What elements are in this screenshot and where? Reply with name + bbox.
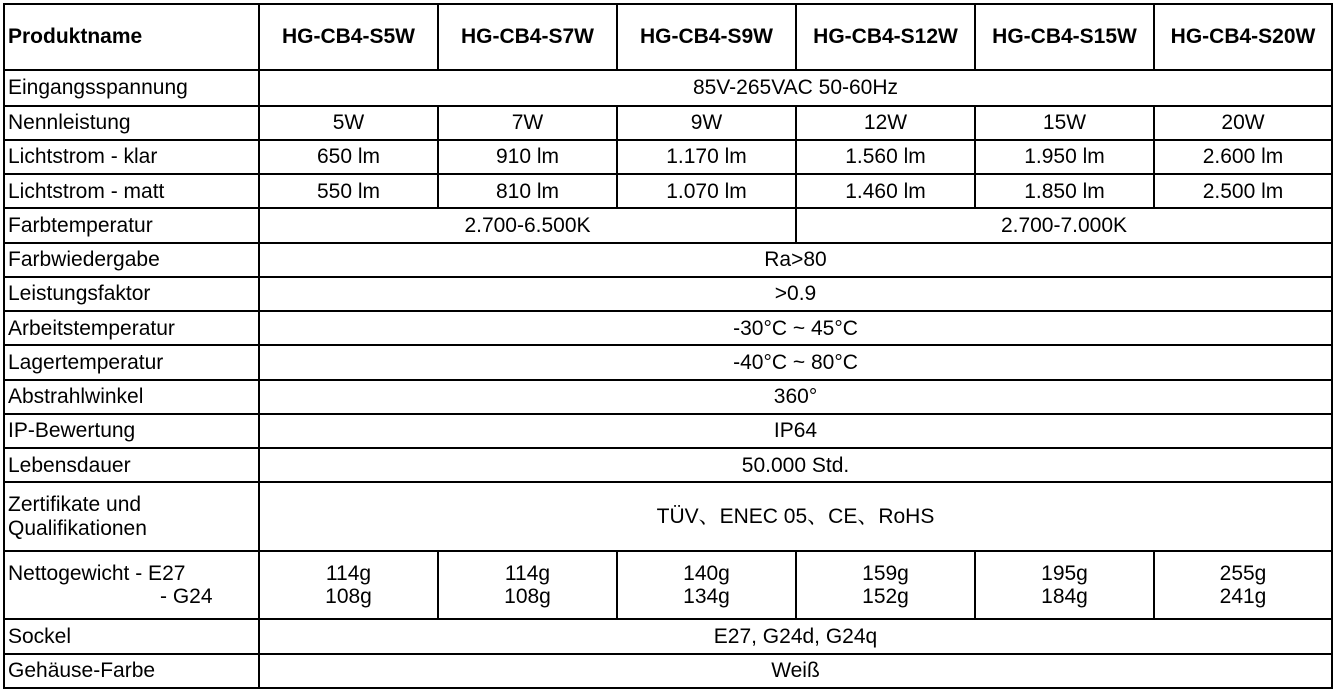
cell-value: 7W [438, 106, 617, 140]
row-label: Lebensdauer [4, 448, 259, 482]
row-lifetime [4, 448, 1332, 482]
row-ip-rating [4, 414, 1332, 448]
row-label: Eingangsspannung [4, 70, 259, 105]
row-label: Leistungsfaktor [4, 277, 259, 311]
weight-g24: 184g [1041, 585, 1088, 609]
weight-cell [438, 551, 617, 620]
row-value: E27, G24d, G24q [259, 619, 1332, 653]
row-label: Abstrahlwinkel [4, 380, 259, 414]
row-value: 2.700-7.000K [796, 208, 1332, 242]
row-color-temp [4, 208, 1332, 242]
weight-label-g24: - G24 [160, 585, 213, 609]
row-value: 50.000 Std. [259, 448, 1332, 482]
row-label: Gehäuse-Farbe [4, 654, 259, 688]
weight-e27: 255g [1219, 561, 1267, 585]
row-flux-clear [4, 140, 1332, 174]
row-power-factor [4, 277, 1332, 311]
cell-value: 1.950 lm [975, 140, 1154, 174]
row-value: 85V-265VAC 50-60Hz [259, 70, 1332, 105]
cell-value: 910 lm [438, 140, 617, 174]
cell-value: 1.170 lm [617, 140, 796, 174]
weight-cell [796, 551, 975, 620]
row-value: Ra>80 [259, 243, 1332, 277]
weight-cell [259, 551, 438, 620]
cell-value: 9W [617, 106, 796, 140]
row-label: Farbtemperatur [4, 208, 259, 242]
row-net-weight [4, 551, 1332, 620]
cell-value: 12W [796, 106, 975, 140]
weight-label-e27: Nettogewicht - E27 [8, 561, 186, 585]
row-value: 2.700-6.500K [259, 208, 796, 242]
row-beam-angle [4, 380, 1332, 414]
weight-e27: 140g [683, 561, 730, 585]
row-cri [4, 243, 1332, 277]
header-label: Produktname [4, 4, 259, 70]
row-housing-color [4, 654, 1332, 688]
model-header: HG-CB4-S20W [1154, 4, 1332, 70]
row-label: Lichtstrom - matt [4, 174, 259, 208]
row-storage-temp [4, 345, 1332, 379]
row-value: IP64 [259, 414, 1332, 448]
model-header: HG-CB4-S12W [796, 4, 975, 70]
cell-value: 1.070 lm [617, 174, 796, 208]
row-value: TÜV、ENEC 05、CE、RoHS [259, 482, 1332, 551]
row-label: Nennleistung [4, 106, 259, 140]
weight-e27: 195g [1041, 561, 1088, 585]
cell-value: 20W [1154, 106, 1332, 140]
row-label: IP-Bewertung [4, 414, 259, 448]
weight-cell [617, 551, 796, 620]
weight-g24: 108g [504, 585, 551, 609]
row-input-voltage [4, 70, 1332, 105]
row-power [4, 106, 1332, 140]
row-label [4, 551, 259, 620]
cell-value: 2.500 lm [1154, 174, 1332, 208]
row-label: Sockel [4, 619, 259, 653]
row-label: Zertifikate und Qualifikationen [4, 482, 259, 551]
model-header: HG-CB4-S9W [617, 4, 796, 70]
weight-cell [1154, 551, 1332, 620]
row-operating-temp [4, 311, 1332, 345]
header-row [4, 4, 1332, 70]
row-label: Lagertemperatur [4, 345, 259, 379]
model-header: HG-CB4-S15W [975, 4, 1154, 70]
weight-g24: 241g [1219, 585, 1267, 609]
row-certificates [4, 482, 1332, 551]
row-value: -40°C ~ 80°C [259, 345, 1332, 379]
cell-value: 1.560 lm [796, 140, 975, 174]
row-label: Lichtstrom - klar [4, 140, 259, 174]
row-flux-matte [4, 174, 1332, 208]
row-value: -30°C ~ 45°C [259, 311, 1332, 345]
row-value: 360° [259, 380, 1332, 414]
weight-g24: 108g [325, 585, 372, 609]
cell-value: 1.460 lm [796, 174, 975, 208]
weight-e27: 114g [504, 561, 551, 585]
row-label: Arbeitstemperatur [4, 311, 259, 345]
weight-g24: 134g [683, 585, 730, 609]
row-socket [4, 619, 1332, 653]
row-label: Farbwiedergabe [4, 243, 259, 277]
cell-value: 550 lm [259, 174, 438, 208]
model-header: HG-CB4-S5W [259, 4, 438, 70]
cell-value: 5W [259, 106, 438, 140]
cell-value: 1.850 lm [975, 174, 1154, 208]
weight-cell [975, 551, 1154, 620]
product-spec-table [3, 3, 1333, 689]
cell-value: 650 lm [259, 140, 438, 174]
cell-value: 15W [975, 106, 1154, 140]
row-value: >0.9 [259, 277, 1332, 311]
cell-value: 2.600 lm [1154, 140, 1332, 174]
weight-g24: 152g [862, 585, 909, 609]
weight-e27: 114g [325, 561, 372, 585]
weight-e27: 159g [862, 561, 909, 585]
model-header: HG-CB4-S7W [438, 4, 617, 70]
row-value: Weiß [259, 654, 1332, 688]
cell-value: 810 lm [438, 174, 617, 208]
